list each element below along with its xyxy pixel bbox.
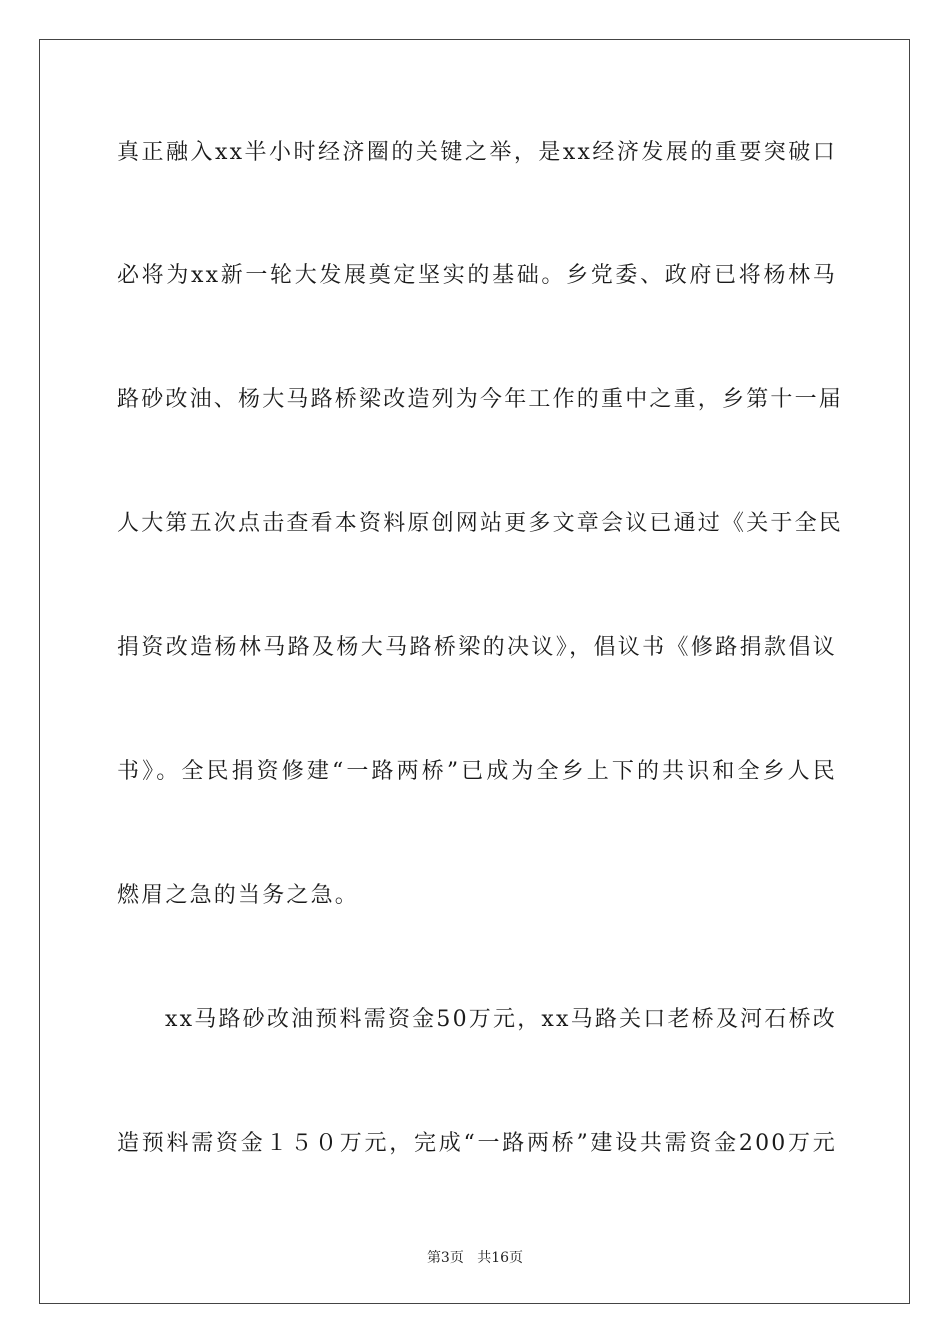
paragraph-line: 造预料需资金１５０万元，完成“一路两桥”建设共需资金200万元 — [117, 1131, 837, 1156]
paragraph-line: 真正融入xx半小时经济圈的关键之举，是xx经济发展的重要突破口 — [117, 140, 837, 165]
page-number: 第3页 — [426, 1250, 464, 1266]
paragraph-line: xx马路砂改油预料需资金50万元，xx马路关口老桥及河石桥改 — [165, 1007, 837, 1032]
page-footer — [0, 1247, 950, 1267]
paragraph-line: 书》。全民捐资修建“一路两桥”已成为全乡上下的共识和全乡人民 — [117, 759, 837, 784]
page-border — [39, 39, 910, 1304]
paragraph-line: 捐资改造杨林马路及杨大马路桥梁的决议》，倡议书《修路捐款倡议 — [117, 635, 837, 660]
paragraph-line: 人大第五次点击查看本资料原创网站更多文章会议已通过《关于全民 — [117, 511, 844, 536]
paragraph-line: 燃眉之急的当务之急。 — [117, 883, 360, 908]
paragraph-line: 必将为xx新一轮大发展奠定坚实的基础。乡党委、政府已将杨林马 — [117, 263, 837, 288]
page-total: 共16页 — [477, 1250, 524, 1266]
paragraph-line: 路砂改油、杨大马路桥梁改造列为今年工作的重中之重，乡第十一届 — [117, 387, 844, 412]
